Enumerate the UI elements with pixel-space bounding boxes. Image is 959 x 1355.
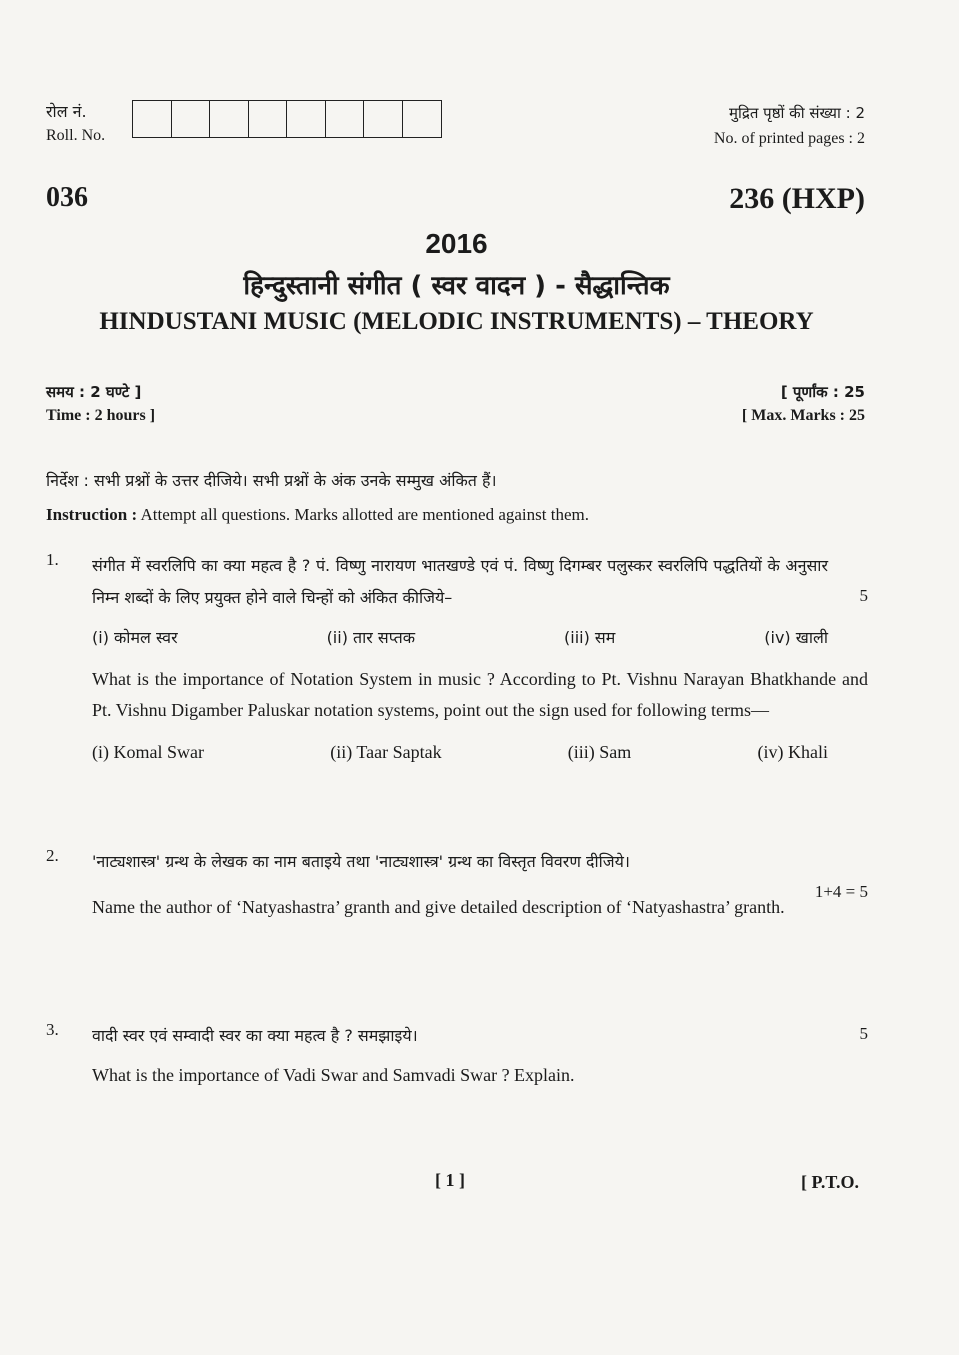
printed-pages-info xyxy=(714,100,865,152)
term-item: (ii) Taar Saptak xyxy=(330,742,442,762)
question-number: 1. xyxy=(46,550,59,569)
question-body xyxy=(92,1020,868,1091)
page-number: [ 1 ] xyxy=(435,1170,465,1190)
roll-digit-box[interactable] xyxy=(364,101,403,137)
terms-list-english xyxy=(92,742,868,763)
roll-digit-box[interactable] xyxy=(133,101,172,137)
instruction-label: Instruction : xyxy=(46,505,138,524)
marks-english: [ Max. Marks : 25 xyxy=(741,407,865,424)
please-turn-over: [ P.T.O. xyxy=(800,1172,859,1192)
question-number: 3. xyxy=(46,1020,59,1039)
question-text-hindi: संगीत में स्वरलिपि का क्या महत्व है ? पं. विष्णु नारायण भातखण्डे एवं पं. विष्णु दिगम्बर पलुस्कर स्वरलिपि पद्धतियों के अनुसार निम्न शब्दों के लिए प्रयुक्त होने वाले चिन्हों को अंकित कीजिये– xyxy=(92,556,828,607)
question-text-english: Name the author of ‘Natyashastra’ granth and give detailed description of ‘Natyashastra’ granth. xyxy=(92,897,785,917)
term-item: (iii) Sam xyxy=(567,742,632,762)
roll-label-english: Roll. No. xyxy=(46,127,106,144)
printed-pages-hindi: मुद्रित पृष्ठों की संख्या : 2 xyxy=(729,104,865,122)
question-marks: 5 xyxy=(859,586,868,605)
roll-number-boxes[interactable] xyxy=(132,100,442,138)
question-marks: 1+4 = 5 xyxy=(814,882,868,901)
term-item: (i) कोमल स्वर xyxy=(92,628,178,647)
time-english: Time : 2 hours ] xyxy=(46,407,156,424)
question-text-hindi: 'नाट्यशास्त्र' ग्रन्थ के लेखक का नाम बताइये तथा 'नाट्यशास्त्र' ग्रन्थ का विस्तृत विवरण दीजिये। xyxy=(92,852,630,871)
max-marks xyxy=(742,380,865,428)
question-number: 2. xyxy=(46,846,59,865)
time-allowed xyxy=(46,380,155,428)
term-item: (iv) Khali xyxy=(757,742,828,762)
paper-code-left: 036 xyxy=(46,182,88,213)
question-text-english: What is the importance of Vadi Swar and Samvadi Swar ? Explain. xyxy=(92,1065,575,1085)
term-item: (iv) खाली xyxy=(764,628,828,647)
paper-code-right: 236 (HXP) xyxy=(729,182,865,215)
question-marks: 5 xyxy=(859,1024,868,1043)
roll-digit-box[interactable] xyxy=(287,101,326,137)
exam-year: 2016 xyxy=(425,228,488,259)
term-item: (i) Komal Swar xyxy=(92,742,204,762)
roll-digit-box[interactable] xyxy=(172,101,211,137)
terms-list-hindi xyxy=(92,626,868,648)
roll-number-label xyxy=(46,100,105,148)
instruction-text: Attempt all questions. Marks allotted are mentioned against them. xyxy=(137,505,589,524)
question-2 xyxy=(46,846,868,986)
marks-hindi: [ पूर्णांक : 25 xyxy=(780,383,865,401)
roll-digit-box[interactable] xyxy=(249,101,288,137)
question-3 xyxy=(46,1020,868,1100)
term-item: (ii) तार सप्तक xyxy=(326,628,416,647)
instruction-hindi: निर्देश : सभी प्रश्नों के उत्तर दीजिये। सभी प्रश्नों के अंक उनके सम्मुख अंकित हैं। xyxy=(46,471,497,490)
roll-label-hindi: रोल नं. xyxy=(46,102,87,121)
roll-digit-box[interactable] xyxy=(403,101,442,137)
instruction-english xyxy=(46,498,866,532)
roll-digit-box[interactable] xyxy=(326,101,365,137)
question-body xyxy=(92,846,868,923)
roll-digit-box[interactable] xyxy=(210,101,249,137)
question-text-english: What is the importance of Notation System in music ? According to Pt. Vishnu Narayan Bhatkhande and Pt. Vishnu Digamber Paluskar notation systems, point out the sign used for following terms— xyxy=(92,669,868,720)
term-item: (iii) सम xyxy=(564,628,616,647)
question-text-hindi: वादी स्वर एवं सम्वादी स्वर का क्या महत्व है ? समझाइये। xyxy=(92,1026,418,1045)
subject-title-hindi: हिन्दुस्तानी संगीत ( स्वर वादन ) - सैद्धान्तिक xyxy=(243,271,670,301)
instructions xyxy=(46,464,866,532)
question-1 xyxy=(46,550,868,810)
question-body xyxy=(92,550,868,763)
subject-title-english: HINDUSTANI MUSIC (MELODIC INSTRUMENTS) – THEORY xyxy=(99,308,814,335)
time-hindi: समय : 2 घण्टे ] xyxy=(46,383,142,401)
printed-pages-english: No. of printed pages : 2 xyxy=(713,130,865,147)
